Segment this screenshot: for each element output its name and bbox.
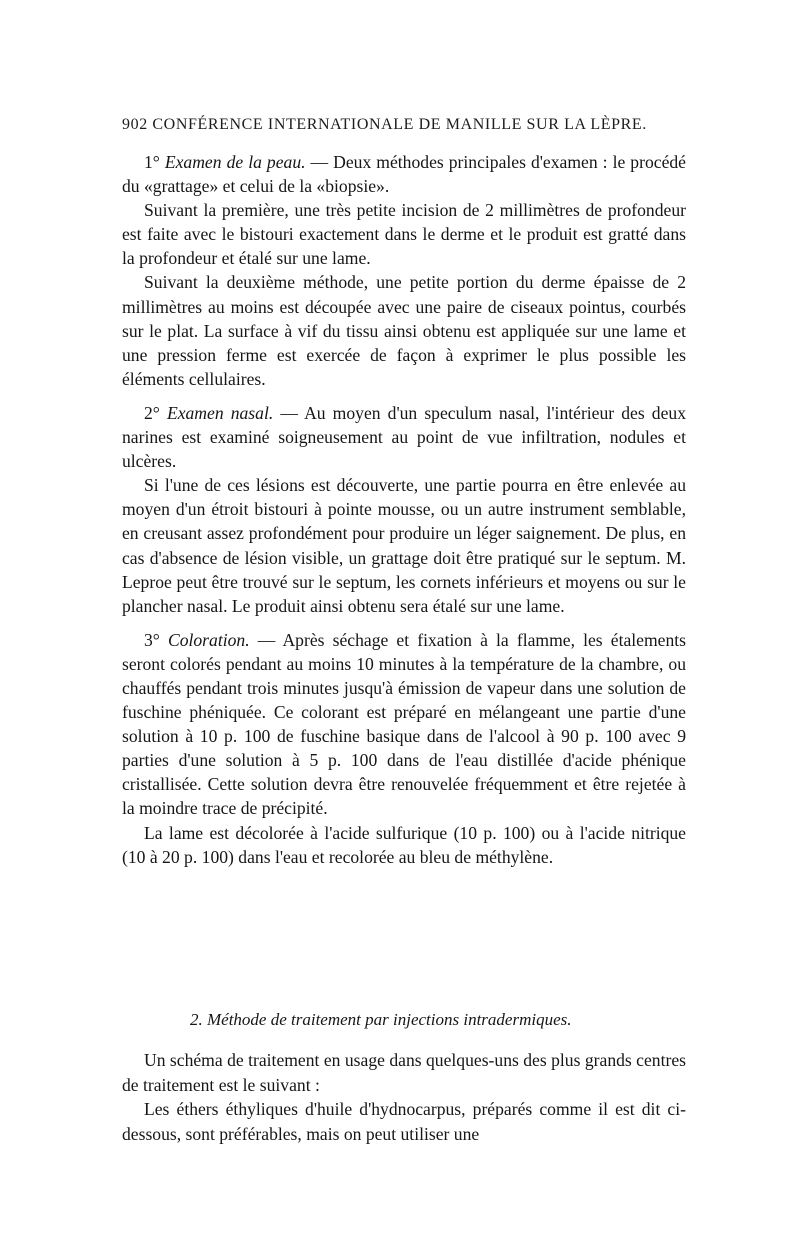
paragraph-text: — Après séchage et fixation à la flamme, les étalements seront colorés pendant au moins 10 minutes à la température de la chambre, ou chauffés pendant trois minutes jusqu'à émission de vapeur dans une solution de fuschine phéniquée. Ce colorant est préparé en mélangeant une partie d'une solution à 10 p. 100 de fuschine basique dans de l'alcool à 90 p. 100 avec 9 parties d'une solution à 5 p. 100 dans de l'eau distillée d'acide phénique cristallisée. Cette solution devra être renouvelée fréquemment et être rejetée à la moindre trace de précipité. xyxy=(122,629,686,819)
section-text xyxy=(122,1048,686,1146)
item-title: Examen de la peau. xyxy=(164,152,306,172)
paragraph-coloration xyxy=(122,628,686,821)
paragraph-text: — Deux méthodes principales d'examen : le procédé du «grattage» et celui de la «biopsie». xyxy=(122,152,686,197)
paragraph-first-method: Suivant la première, une très petite incision de 2 millimètres de profondeur est faite avec le bistouri exactement dans le derme et le produit est gratté dans la profondeur et étalé sur une lame. xyxy=(122,200,686,269)
item-title: Coloration. xyxy=(167,629,250,650)
main-text xyxy=(122,150,686,869)
paragraph-second-method: Suivant la deuxième méthode, une petite portion du derme épaisse de 2 millimètres au moins est découpée avec une paire de ciseaux pointus, courbés sur le plat. La surface à vif du tissu ainsi obtenu est appliquée sur une lame et une pression ferme est exercée de façon à exprimer le plus possible les éléments cellulaires. xyxy=(122,272,686,389)
item-title: Examen nasal. xyxy=(166,402,274,423)
section-heading: 2. Méthode de traitement par injections intradermiques. xyxy=(190,1010,572,1029)
item-number: 1° xyxy=(144,152,160,172)
paragraph-decoloration: La lame est décolorée à l'acide sulfurique (10 p. 100) ou à l'acide nitrique (10 à 20 p. 100) dans l'eau et recolorée au bleu de méthylène. xyxy=(122,822,686,867)
item-number: 3° xyxy=(144,629,160,650)
running-header: 902 CONFÉRENCE INTERNATIONALE DE MANILLE SUR LA LÈPRE. xyxy=(122,116,647,133)
paragraph-skin-exam xyxy=(122,150,686,198)
item-number: 2° xyxy=(144,402,160,423)
paragraph-lesion: Si l'une de ces lésions est découverte, une partie pourra en être enlevée au moyen d'un étroit bistouri à pointe mousse, ou un autre instrument semblable, en creusant assez profondément pour produire un léger saignement. De plus, en cas d'absence de lésion visible, un grattage doit être pratiqué sur le septum. M. Leproe peut être trouvé sur le septum, les cornets inférieurs et moyens ou sur le plancher nasal. Le produit ainsi obtenu sera étalé sur une lame. xyxy=(122,475,686,616)
paragraph-nasal-exam xyxy=(122,401,686,473)
paragraph-schema: Un schéma de traitement en usage dans quelques-uns des plus grands centres de traitement est le suivant : xyxy=(122,1050,686,1095)
paragraph-ethers: Les éthers éthyliques d'huile d'hydnocarpus, préparés comme il est dit ci-dessous, sont préférables, mais on peut utiliser une xyxy=(122,1099,686,1144)
paragraph-text: — Au moyen d'un speculum nasal, l'intérieur des deux narines est examiné soigneusement au point de vue infiltration, nodules et ulcères. xyxy=(122,402,687,472)
